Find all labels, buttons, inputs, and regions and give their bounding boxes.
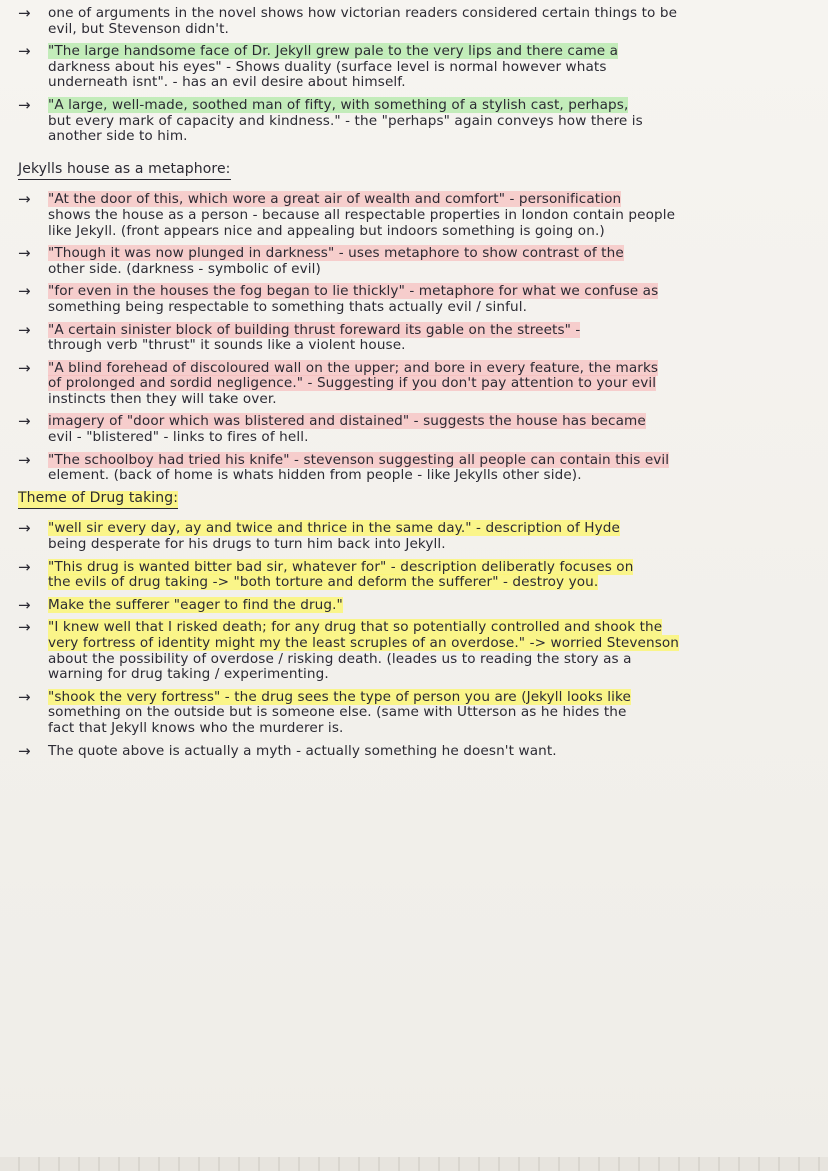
note-line [48,60,814,76]
note-text: "I knew well that I risked death; for any drug that so potentially controlled and shook the [48,619,663,636]
right-arrow-icon: → [18,741,31,760]
note-line [48,262,814,278]
right-arrow-icon: → [18,320,31,339]
note-line [48,44,814,60]
note-text: "At the door of this, which wore a great air of wealth and comfort" - personification [48,191,622,208]
right-arrow-icon: → [18,450,31,469]
note-line [48,392,814,408]
note-line [48,652,814,668]
note-text: evil - "blistered" - links to fires of hell. [48,429,309,446]
note-line [48,468,814,484]
heading-jekylls-house: Jekylls house as a metaphore: [18,162,231,181]
note-text: "for even in the houses the fog began to lie thickly" - metaphore for what we confuse as [48,283,659,300]
note-line [48,690,814,706]
note-text: Make the sufferer "eager to find the drug." [48,596,343,613]
note-entry [18,6,814,37]
note-text: "A large, well-made, soothed man of fifty, with something of a stylish cast, perhaps, [48,96,629,113]
note-line [48,323,814,339]
note-entry [18,414,814,445]
right-arrow-icon: → [18,687,31,706]
right-arrow-icon: → [18,412,31,431]
note-text: "shook the very fortress" - the drug sees the type of person you are (Jekyll looks like [48,688,631,705]
note-line [48,705,814,721]
section-drug-taking [18,521,814,759]
notes-content [18,6,814,766]
note-text: warning for drug taking / experimenting. [48,666,329,683]
note-text: "A blind forehead of discoloured wall on the upper; and bore in every feature, the marks [48,359,659,376]
section-house-metaphore [18,192,814,484]
note-text: fact that Jekyll knows who the murderer is. [48,719,344,736]
note-text: another side to him. [48,128,188,145]
note-line [48,129,814,145]
note-text: "The large handsome face of Dr. Jekyll grew pale to the very lips and there came a [48,43,619,60]
note-entry [18,320,814,354]
right-arrow-icon: → [18,244,31,263]
heading-drug-taking: Theme of Drug taking: [18,491,178,510]
note-line [48,376,814,392]
right-arrow-icon: → [18,42,31,61]
right-arrow-icon: → [18,282,31,301]
note-line [48,620,814,636]
note-line [48,75,814,91]
note-line [48,721,814,737]
note-entry [18,246,814,277]
note-line [48,667,814,683]
right-arrow-icon: → [18,595,31,614]
note-text: the evils of drug taking -> "both torture and deform the sufferer" - destroy you. [48,574,599,591]
note-line [48,338,814,354]
note-line [48,636,814,652]
right-arrow-icon: → [18,95,31,114]
right-arrow-icon: → [18,358,31,377]
note-entry [18,557,814,591]
note-entry [18,192,814,239]
note-entry [18,521,814,552]
note-entry [18,595,814,614]
note-text: "A certain sinister block of building thrust foreward its gable on the streets" - [48,321,581,338]
note-line [48,224,814,240]
note-text: very fortress of identity might my the least scruples of an overdose." -> worried Stevenson [48,635,680,651]
note-line [48,361,814,377]
page-bottom-edge [0,1157,828,1171]
note-text: "This drug is wanted bitter bad sir, whatever for" - description deliberatly focuses on [48,558,634,575]
note-text: instincts then they will take over. [48,390,277,407]
right-arrow-icon: → [18,618,31,637]
note-line [48,22,814,38]
right-arrow-icon: → [18,190,31,209]
note-text: one of arguments in the novel shows how victorian readers considered certain things to be [48,5,678,21]
note-text: "Though it was now plunged in darkness" - uses metaphore to show contrast of the [48,245,624,262]
section-intro [18,6,814,145]
note-line [48,575,814,591]
note-text: imagery of "door which was blistered and distained" - suggests the house has became [48,413,646,430]
note-text: of prolonged and sordid negligence." - Suggesting if you don't pay attention to your evil [48,375,657,392]
note-line [48,560,814,576]
note-entry [18,450,814,484]
note-line [48,521,814,537]
note-line [48,246,814,262]
note-entry [18,284,814,315]
note-line [48,414,814,430]
note-text: evil, but Stevenson didn't. [48,20,229,37]
note-text: being desperate for his drugs to turn him back into Jekyll. [48,536,446,553]
note-line [48,598,814,614]
note-text: shows the house as a person - because all respectable properties in london contain people [48,206,676,223]
note-line [48,98,814,114]
note-line [48,114,814,130]
note-entry [18,620,814,682]
note-entry [18,95,814,145]
note-line [48,537,814,553]
note-text: about the possibility of overdose / risking death. (leades us to reading the story as a [48,650,632,667]
right-arrow-icon: → [18,557,31,576]
note-line [48,6,814,22]
note-text: "well sir every day, ay and twice and thrice in the same day." - description of Hyde [48,520,620,537]
note-text: underneath isnt". - has an evil desire about himself. [48,74,406,91]
note-entry [18,687,814,737]
note-line [48,208,814,224]
note-line [48,744,814,760]
note-entry [18,44,814,91]
right-arrow-icon: → [18,4,31,22]
note-line [48,300,814,316]
note-text: something being respectable to something thats actually evil / sinful. [48,298,528,315]
note-text: but every mark of capacity and kindness." - the "perhaps" again conveys how there is [48,112,643,129]
note-text: something on the outside but is someone else. (same with Utterson as he hides the [48,704,627,721]
note-text: "The schoolboy had tried his knife" - stevenson suggesting all people can contain this evil [48,451,670,468]
note-entry [18,358,814,408]
note-line [48,192,814,208]
note-line [48,284,814,300]
note-text: other side. (darkness - symbolic of evil) [48,260,321,277]
note-entry [18,741,814,760]
note-line [48,430,814,446]
note-text: like Jekyll. (front appears nice and appealing but indoors something is going on.) [48,222,605,239]
note-text: The quote above is actually a myth - actually something he doesn't want. [48,742,557,759]
right-arrow-icon: → [18,519,31,538]
note-line [48,453,814,469]
note-text: darkness about his eyes" - Shows duality (surface level is normal however whats [48,58,607,75]
note-text: through verb "thrust" it sounds like a violent house. [48,337,406,354]
note-text: element. (back of home is whats hidden from people - like Jekylls other side). [48,467,582,484]
